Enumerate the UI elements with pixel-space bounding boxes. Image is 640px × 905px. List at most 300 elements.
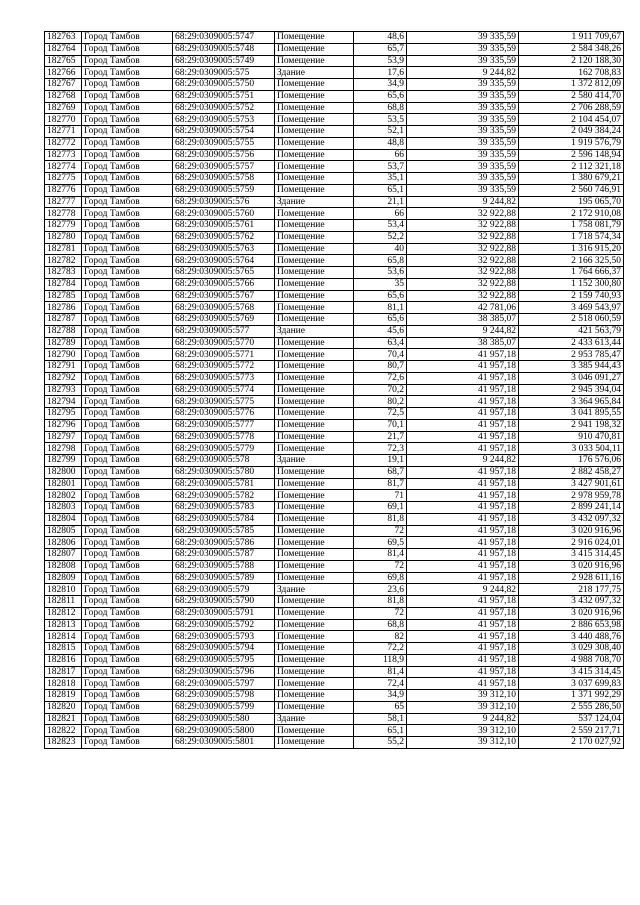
specific-value-cell: 39 335,59 (407, 114, 519, 126)
row-number: 182820 (45, 701, 82, 713)
area-cell: 69,5 (354, 537, 407, 549)
specific-value-cell: 32 922,88 (407, 255, 519, 267)
row-number: 182823 (45, 737, 82, 749)
specific-value-cell: 39 335,59 (407, 102, 519, 114)
city-cell: Город Тамбов (82, 525, 173, 537)
city-cell: Город Тамбов (82, 408, 173, 420)
object-type-cell: Помещение (275, 337, 354, 349)
area-cell: 52,2 (354, 231, 407, 243)
table-row (45, 537, 624, 549)
area-cell: 81,8 (354, 596, 407, 608)
table-row (45, 466, 624, 478)
specific-value-cell: 39 335,59 (407, 43, 519, 55)
row-number: 182791 (45, 361, 82, 373)
object-type-cell: Помещение (275, 161, 354, 173)
city-cell: Город Тамбов (82, 79, 173, 91)
city-cell: Город Тамбов (82, 314, 173, 326)
city-cell: Город Тамбов (82, 196, 173, 208)
area-cell: 65,6 (354, 90, 407, 102)
object-type-cell: Помещение (275, 666, 354, 678)
cadastral-number-cell: 68:29:0309005:5787 (173, 549, 275, 561)
table-row (45, 79, 624, 91)
object-type-cell: Помещение (275, 349, 354, 361)
cadastral-number-cell: 68:29:0309005:5757 (173, 161, 275, 173)
cadastral-value-cell: 1 718 574,34 (519, 231, 624, 243)
cadastral-number-cell: 68:29:0309005:5791 (173, 607, 275, 619)
row-number: 182822 (45, 725, 82, 737)
cadastral-value-cell: 176 576,06 (519, 455, 624, 467)
object-type-cell: Помещение (275, 384, 354, 396)
area-cell: 55,2 (354, 737, 407, 749)
object-type-cell: Помещение (275, 267, 354, 279)
city-cell: Город Тамбов (82, 560, 173, 572)
specific-value-cell: 39 335,59 (407, 90, 519, 102)
cadastral-number-cell: 68:29:0309005:5762 (173, 231, 275, 243)
object-type-cell: Помещение (275, 701, 354, 713)
city-cell: Город Тамбов (82, 349, 173, 361)
object-type-cell: Помещение (275, 126, 354, 138)
table-row (45, 560, 624, 572)
row-number: 182799 (45, 455, 82, 467)
table-row (45, 725, 624, 737)
cadastral-number-cell: 68:29:0309005:5782 (173, 490, 275, 502)
city-cell: Город Тамбов (82, 325, 173, 337)
cadastral-number-cell: 68:29:0309005:5756 (173, 149, 275, 161)
cadastral-number-cell: 68:29:0309005:5761 (173, 220, 275, 232)
cadastral-value-cell: 2 882 458,27 (519, 466, 624, 478)
row-number: 182793 (45, 384, 82, 396)
cadastral-value-cell: 2 104 454,07 (519, 114, 624, 126)
area-cell: 68,7 (354, 466, 407, 478)
cadastral-number-cell: 68:29:0309005:576 (173, 196, 275, 208)
object-type-cell: Помещение (275, 560, 354, 572)
object-type-cell: Помещение (275, 396, 354, 408)
area-cell: 71 (354, 490, 407, 502)
cadastral-value-cell: 3 415 314,45 (519, 666, 624, 678)
cadastral-number-cell: 68:29:0309005:5769 (173, 314, 275, 326)
cadastral-value-cell: 3 427 901,61 (519, 478, 624, 490)
object-type-cell: Помещение (275, 114, 354, 126)
cadastral-value-cell: 195 065,70 (519, 196, 624, 208)
city-cell: Город Тамбов (82, 90, 173, 102)
table-row (45, 431, 624, 443)
area-cell: 66 (354, 208, 407, 220)
area-cell: 35,1 (354, 173, 407, 185)
cadastral-value-cell: 2 170 027,92 (519, 737, 624, 749)
area-cell: 21,1 (354, 196, 407, 208)
area-cell: 48,8 (354, 137, 407, 149)
table-row (45, 325, 624, 337)
area-cell: 45,6 (354, 325, 407, 337)
row-number: 182779 (45, 220, 82, 232)
city-cell: Город Тамбов (82, 384, 173, 396)
row-number: 182780 (45, 231, 82, 243)
object-type-cell: Здание (275, 713, 354, 725)
table-row (45, 196, 624, 208)
cadastral-number-cell: 68:29:0309005:5748 (173, 43, 275, 55)
city-cell: Город Тамбов (82, 267, 173, 279)
city-cell: Город Тамбов (82, 208, 173, 220)
table-row (45, 243, 624, 255)
cadastral-number-cell: 68:29:0309005:5755 (173, 137, 275, 149)
object-type-cell: Помещение (275, 184, 354, 196)
area-cell: 72,5 (354, 408, 407, 420)
row-number: 182806 (45, 537, 82, 549)
table-row (45, 443, 624, 455)
cadastral-value-cell: 3 029 308,40 (519, 643, 624, 655)
cadastral-number-cell: 68:29:0309005:5759 (173, 184, 275, 196)
row-number: 182772 (45, 137, 82, 149)
area-cell: 58,1 (354, 713, 407, 725)
object-type-cell: Помещение (275, 725, 354, 737)
specific-value-cell: 41 957,18 (407, 643, 519, 655)
cadastral-number-cell: 68:29:0309005:580 (173, 713, 275, 725)
table-row (45, 220, 624, 232)
cadastral-value-cell: 1 758 081,79 (519, 220, 624, 232)
object-type-cell: Помещение (275, 314, 354, 326)
specific-value-cell: 9 244,82 (407, 584, 519, 596)
area-cell: 72,6 (354, 372, 407, 384)
object-type-cell: Здание (275, 325, 354, 337)
table-row (45, 654, 624, 666)
cadastral-value-cell: 2 172 910,08 (519, 208, 624, 220)
area-cell: 65 (354, 701, 407, 713)
cadastral-number-cell: 68:29:0309005:577 (173, 325, 275, 337)
city-cell: Город Тамбов (82, 220, 173, 232)
row-number: 182787 (45, 314, 82, 326)
cadastral-value-cell: 2 945 394,04 (519, 384, 624, 396)
specific-value-cell: 41 957,18 (407, 349, 519, 361)
cadastral-value-cell: 2 559 217,71 (519, 725, 624, 737)
table-row (45, 184, 624, 196)
row-number: 182794 (45, 396, 82, 408)
cadastral-value-cell: 3 020 916,96 (519, 607, 624, 619)
object-type-cell: Помещение (275, 243, 354, 255)
cadastral-number-cell: 68:29:0309005:578 (173, 455, 275, 467)
specific-value-cell: 41 957,18 (407, 525, 519, 537)
area-cell: 69,1 (354, 502, 407, 514)
city-cell: Город Тамбов (82, 184, 173, 196)
cadastral-number-cell: 68:29:0309005:5783 (173, 502, 275, 514)
cadastral-number-cell: 68:29:0309005:5789 (173, 572, 275, 584)
row-number: 182810 (45, 584, 82, 596)
specific-value-cell: 41 957,18 (407, 619, 519, 631)
cadastral-number-cell: 68:29:0309005:5785 (173, 525, 275, 537)
table-row (45, 290, 624, 302)
table-row (45, 126, 624, 138)
specific-value-cell: 41 957,18 (407, 384, 519, 396)
row-number: 182801 (45, 478, 82, 490)
object-type-cell: Помещение (275, 90, 354, 102)
table-row (45, 619, 624, 631)
area-cell: 35 (354, 278, 407, 290)
object-type-cell: Помещение (275, 619, 354, 631)
specific-value-cell: 41 957,18 (407, 607, 519, 619)
cadastral-number-cell: 68:29:0309005:5797 (173, 678, 275, 690)
row-number: 182813 (45, 619, 82, 631)
city-cell: Город Тамбов (82, 67, 173, 79)
cadastral-number-cell: 68:29:0309005:5749 (173, 55, 275, 67)
row-number: 182814 (45, 631, 82, 643)
object-type-cell: Помещение (275, 607, 354, 619)
city-cell: Город Тамбов (82, 337, 173, 349)
cadastral-value-cell: 537 124,04 (519, 713, 624, 725)
row-number: 182776 (45, 184, 82, 196)
city-cell: Город Тамбов (82, 701, 173, 713)
object-type-cell: Помещение (275, 149, 354, 161)
specific-value-cell: 39 312,10 (407, 725, 519, 737)
city-cell: Город Тамбов (82, 690, 173, 702)
area-cell: 70,4 (354, 349, 407, 361)
area-cell: 80,2 (354, 396, 407, 408)
object-type-cell: Здание (275, 584, 354, 596)
cadastral-number-cell: 68:29:0309005:579 (173, 584, 275, 596)
row-number: 182775 (45, 173, 82, 185)
table-row (45, 384, 624, 396)
table-row (45, 490, 624, 502)
object-type-cell: Помещение (275, 55, 354, 67)
city-cell: Город Тамбов (82, 302, 173, 314)
cadastral-number-cell: 68:29:0309005:5773 (173, 372, 275, 384)
cadastral-value-cell: 2 953 785,47 (519, 349, 624, 361)
table-row (45, 32, 624, 44)
cadastral-value-cell: 1 380 679,21 (519, 173, 624, 185)
specific-value-cell: 9 244,82 (407, 713, 519, 725)
cadastral-number-cell: 68:29:0309005:5801 (173, 737, 275, 749)
area-cell: 81,8 (354, 513, 407, 525)
object-type-cell: Помещение (275, 290, 354, 302)
object-type-cell: Помещение (275, 596, 354, 608)
city-cell: Город Тамбов (82, 55, 173, 67)
cadastral-value-cell: 3 364 965,84 (519, 396, 624, 408)
table-row (45, 419, 624, 431)
row-number: 182792 (45, 372, 82, 384)
row-number: 182800 (45, 466, 82, 478)
row-number: 182774 (45, 161, 82, 173)
cadastral-number-cell: 68:29:0309005:5794 (173, 643, 275, 655)
city-cell: Город Тамбов (82, 549, 173, 561)
cadastral-value-cell: 2 112 321,18 (519, 161, 624, 173)
object-type-cell: Помещение (275, 278, 354, 290)
cadastral-value-cell: 3 432 097,32 (519, 513, 624, 525)
city-cell: Город Тамбов (82, 161, 173, 173)
row-number: 182767 (45, 79, 82, 91)
row-number: 182768 (45, 90, 82, 102)
object-type-cell: Помещение (275, 220, 354, 232)
city-cell: Город Тамбов (82, 654, 173, 666)
cadastral-value-cell: 2 899 241,14 (519, 502, 624, 514)
area-cell: 65,7 (354, 43, 407, 55)
cadastral-value-cell: 162 708,83 (519, 67, 624, 79)
table-row (45, 302, 624, 314)
city-cell: Город Тамбов (82, 502, 173, 514)
city-cell: Город Тамбов (82, 32, 173, 44)
city-cell: Город Тамбов (82, 137, 173, 149)
object-type-cell: Помещение (275, 372, 354, 384)
cadastral-number-cell: 68:29:0309005:5779 (173, 443, 275, 455)
object-type-cell: Помещение (275, 525, 354, 537)
table-row (45, 67, 624, 79)
specific-value-cell: 38 385,07 (407, 337, 519, 349)
cadastral-value-cell: 421 563,79 (519, 325, 624, 337)
specific-value-cell: 9 244,82 (407, 455, 519, 467)
cadastral-number-cell: 68:29:0309005:5790 (173, 596, 275, 608)
cadastral-value-cell: 218 177,75 (519, 584, 624, 596)
object-type-cell: Помещение (275, 466, 354, 478)
specific-value-cell: 32 922,88 (407, 243, 519, 255)
cadastral-number-cell: 68:29:0309005:5760 (173, 208, 275, 220)
object-type-cell: Помещение (275, 690, 354, 702)
specific-value-cell: 39 312,10 (407, 690, 519, 702)
object-type-cell: Помещение (275, 549, 354, 561)
city-cell: Город Тамбов (82, 513, 173, 525)
city-cell: Город Тамбов (82, 725, 173, 737)
city-cell: Город Тамбов (82, 666, 173, 678)
specific-value-cell: 41 957,18 (407, 678, 519, 690)
object-type-cell: Помещение (275, 678, 354, 690)
city-cell: Город Тамбов (82, 231, 173, 243)
specific-value-cell: 39 335,59 (407, 79, 519, 91)
table-row (45, 314, 624, 326)
object-type-cell: Помещение (275, 79, 354, 91)
table-row (45, 173, 624, 185)
cadastral-value-cell: 3 020 916,96 (519, 525, 624, 537)
row-number: 182764 (45, 43, 82, 55)
cadastral-number-cell: 68:29:0309005:5765 (173, 267, 275, 279)
specific-value-cell: 32 922,88 (407, 290, 519, 302)
specific-value-cell: 41 957,18 (407, 419, 519, 431)
specific-value-cell: 41 957,18 (407, 408, 519, 420)
row-number: 182818 (45, 678, 82, 690)
city-cell: Город Тамбов (82, 396, 173, 408)
cadastral-value-cell: 3 033 504,11 (519, 443, 624, 455)
object-type-cell: Помещение (275, 537, 354, 549)
table-row (45, 678, 624, 690)
specific-value-cell: 41 957,18 (407, 654, 519, 666)
cadastral-value-cell: 910 470,81 (519, 431, 624, 443)
cadastral-value-cell: 3 037 699,83 (519, 678, 624, 690)
specific-value-cell: 41 957,18 (407, 560, 519, 572)
cadastral-value-cell: 2 706 288,59 (519, 102, 624, 114)
cadastral-number-cell: 68:29:0309005:5747 (173, 32, 275, 44)
object-type-cell: Помещение (275, 102, 354, 114)
cadastral-number-cell: 68:29:0309005:5796 (173, 666, 275, 678)
cadastral-number-cell: 68:29:0309005:5752 (173, 102, 275, 114)
city-cell: Город Тамбов (82, 619, 173, 631)
object-type-cell: Помещение (275, 208, 354, 220)
table-row (45, 596, 624, 608)
row-number: 182763 (45, 32, 82, 44)
specific-value-cell: 9 244,82 (407, 196, 519, 208)
city-cell: Город Тамбов (82, 455, 173, 467)
city-cell: Город Тамбов (82, 572, 173, 584)
cadastral-value-cell: 2 916 024,01 (519, 537, 624, 549)
object-type-cell: Здание (275, 67, 354, 79)
cadastral-value-cell: 2 120 188,30 (519, 55, 624, 67)
specific-value-cell: 42 781,06 (407, 302, 519, 314)
table-row (45, 666, 624, 678)
specific-value-cell: 32 922,88 (407, 278, 519, 290)
object-type-cell: Помещение (275, 173, 354, 185)
specific-value-cell: 39 335,59 (407, 32, 519, 44)
area-cell: 72 (354, 607, 407, 619)
specific-value-cell: 32 922,88 (407, 208, 519, 220)
row-number: 182790 (45, 349, 82, 361)
cadastral-number-cell: 68:29:0309005:5793 (173, 631, 275, 643)
specific-value-cell: 41 957,18 (407, 372, 519, 384)
cadastral-number-cell: 68:29:0309005:5750 (173, 79, 275, 91)
table-row (45, 114, 624, 126)
cadastral-number-cell: 68:29:0309005:5751 (173, 90, 275, 102)
table-row (45, 267, 624, 279)
area-cell: 81,4 (354, 549, 407, 561)
cadastral-number-cell: 68:29:0309005:5753 (173, 114, 275, 126)
object-type-cell: Помещение (275, 43, 354, 55)
city-cell: Город Тамбов (82, 278, 173, 290)
city-cell: Город Тамбов (82, 419, 173, 431)
cadastral-number-cell: 68:29:0309005:5795 (173, 654, 275, 666)
cadastral-value-cell: 3 041 895,55 (519, 408, 624, 420)
cadastral-value-cell: 3 020 916,96 (519, 560, 624, 572)
row-number: 182782 (45, 255, 82, 267)
row-number: 182783 (45, 267, 82, 279)
table-row (45, 161, 624, 173)
table-row (45, 408, 624, 420)
area-cell: 81,4 (354, 666, 407, 678)
cadastral-value-cell: 2 518 060,59 (519, 314, 624, 326)
specific-value-cell: 41 957,18 (407, 396, 519, 408)
specific-value-cell: 41 957,18 (407, 478, 519, 490)
table-row (45, 513, 624, 525)
object-type-cell: Помещение (275, 361, 354, 373)
table-row (45, 149, 624, 161)
specific-value-cell: 39 335,59 (407, 184, 519, 196)
cadastral-number-cell: 68:29:0309005:5792 (173, 619, 275, 631)
cadastral-number-cell: 68:29:0309005:5798 (173, 690, 275, 702)
cadastral-value-cell: 3 469 543,97 (519, 302, 624, 314)
cadastral-number-cell: 68:29:0309005:5786 (173, 537, 275, 549)
area-cell: 68,8 (354, 619, 407, 631)
table-row (45, 55, 624, 67)
area-cell: 53,7 (354, 161, 407, 173)
table-row (45, 337, 624, 349)
area-cell: 118,9 (354, 654, 407, 666)
specific-value-cell: 39 312,10 (407, 737, 519, 749)
cadastral-number-cell: 68:29:0309005:5778 (173, 431, 275, 443)
cadastral-number-cell: 68:29:0309005:5776 (173, 408, 275, 420)
table-row (45, 607, 624, 619)
area-cell: 48,6 (354, 32, 407, 44)
table-row (45, 549, 624, 561)
row-number: 182803 (45, 502, 82, 514)
row-number: 182796 (45, 419, 82, 431)
cadastral-number-cell: 68:29:0309005:575 (173, 67, 275, 79)
specific-value-cell: 41 957,18 (407, 466, 519, 478)
cadastral-value-cell: 1 919 576,79 (519, 137, 624, 149)
specific-value-cell: 32 922,88 (407, 220, 519, 232)
city-cell: Город Тамбов (82, 149, 173, 161)
city-cell: Город Тамбов (82, 431, 173, 443)
area-cell: 63,4 (354, 337, 407, 349)
cadastral-value-cell: 2 159 740,93 (519, 290, 624, 302)
city-cell: Город Тамбов (82, 643, 173, 655)
object-type-cell: Помещение (275, 408, 354, 420)
cadastral-number-cell: 68:29:0309005:5775 (173, 396, 275, 408)
area-cell: 65,1 (354, 184, 407, 196)
object-type-cell: Помещение (275, 478, 354, 490)
table-row (45, 278, 624, 290)
table-row (45, 584, 624, 596)
